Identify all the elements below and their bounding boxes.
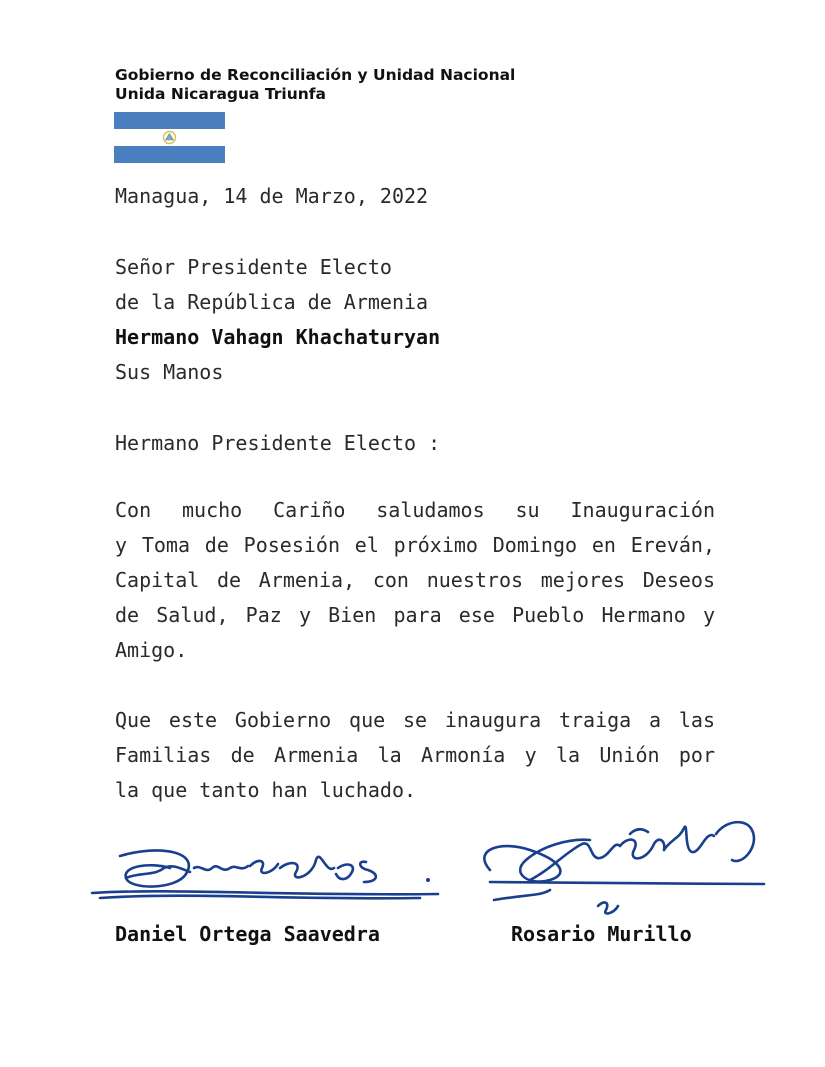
signature-left-icon (90, 838, 440, 908)
paragraph-line: Capital de Armenia, con nuestros mejores Deseos (115, 568, 715, 592)
signer-name-right: Rosario Murillo (511, 922, 692, 946)
signature-right-icon (470, 810, 770, 925)
recipient-country: de la República de Armenia (115, 290, 429, 314)
signer-name-left: Daniel Ortega Saavedra (115, 922, 380, 946)
paragraph-line: Que este Gobierno que se inaugura traiga a las (115, 708, 715, 732)
body-paragraph-1 (115, 493, 715, 668)
paragraph-line: y Toma de Posesión el próximo Domingo en Ereván, (115, 533, 715, 557)
paragraph-line: la que tanto han luchado. (115, 778, 417, 802)
letterhead-line-1: Gobierno de Reconciliación y Unidad Nacional (115, 66, 516, 84)
recipient-title: Señor Presidente Electo (115, 255, 392, 279)
salutation: Hermano Presidente Electo : (115, 431, 441, 455)
letterhead-line-2: Unida Nicaragua Triunfa (115, 85, 327, 103)
body-paragraph-2 (115, 703, 715, 808)
paragraph-line: Familias de Armenia la Armonía y la Unión por (115, 743, 715, 767)
paragraph-line: Con mucho Cariño saludamos su Inauguración (115, 498, 715, 522)
paragraph-line: Amigo. (115, 638, 188, 662)
date-line: Managua, 14 de Marzo, 2022 (115, 184, 429, 208)
recipient-name: Hermano Vahagn Khachaturyan (115, 325, 441, 349)
nicaragua-flag-icon (114, 112, 225, 163)
paragraph-line: de Salud, Paz y Bien para ese Pueblo Hermano y (115, 603, 715, 627)
letterhead (115, 66, 515, 104)
recipient-delivery: Sus Manos (115, 360, 224, 384)
